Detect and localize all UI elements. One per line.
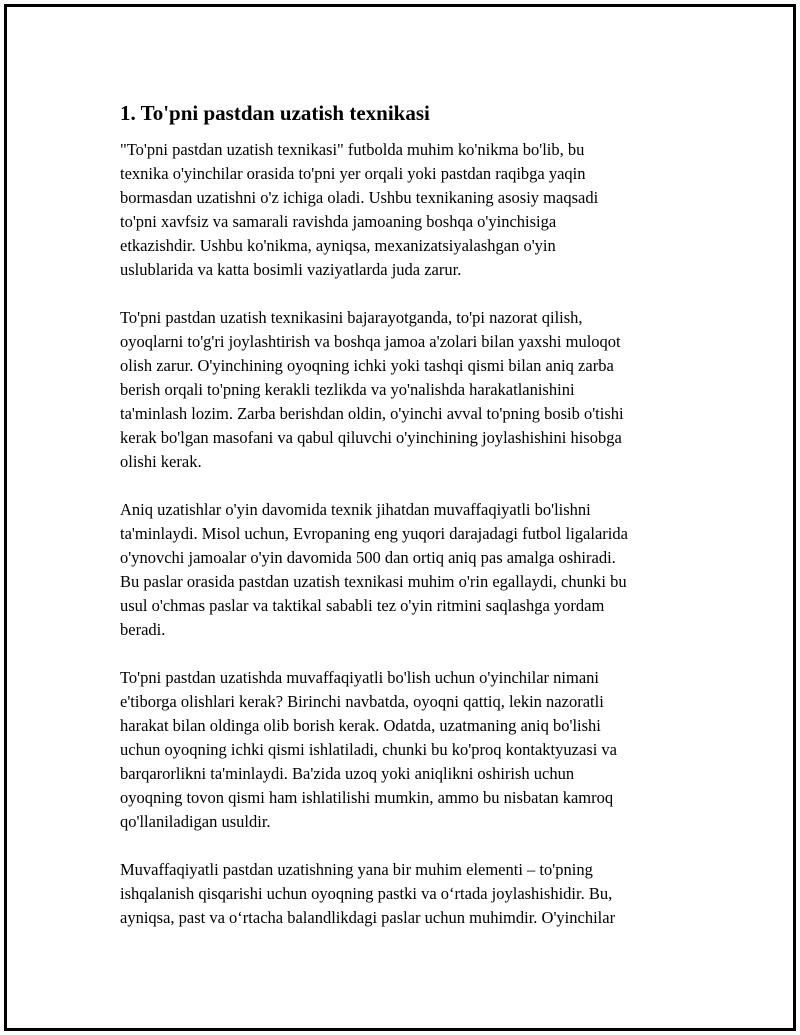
paragraph-3: Aniq uzatishlar o'yin davomida texnik jihatdan muvaffaqiyatli bo'lishni ta'minlaydi. Misol uchun, Evropaning eng yuqori darajadagi futbol ligalarida o'ynovchi jamoalar o'yin davomida 500 dan ortiq aniq pas amalga oshiradi. Bu paslar orasida pastdan uzatish texnikasi muhim o'rin egallaydi, chunki bu usul o'chmas paslar va taktikal sababli tez o'yin ritmini saqlashga yordam beradi.: [120, 500, 628, 639]
paragraph-2: To'pni pastdan uzatish texnikasini bajarayotganda, to'pi nazorat qilish, oyoqlarni to'g'ri joylashtirish va boshqa jamoa a'zolari bilan yaxshi muloqot olish zarur. O'yinchining oyoqning ichki yoki tashqi qismi bilan aniq zarba berish orqali to'pning kerakli tezlikda va yo'nalishda harakatlanishini ta'minlash lozim. Zarba berishdan oldin, o'yinchi avval to'pning bosib o'tishi kerak bo'lgan masofani va qabul qiluvchi o'yinchining joylashishini hisobga olishi kerak.: [120, 308, 624, 471]
section-heading: 1. To'pni pastdan uzatish texnikasi: [120, 101, 430, 125]
paragraph-4: To'pni pastdan uzatishda muvaffaqiyatli bo'lish uchun o'yinchilar nimani e'tiborga olishlari kerak? Birinchi navbatda, oyoqni qattiq, lekin nazoratli harakat bilan oldinga olib borish kerak. Odatda, uzatmaning aniq bo'lishi uchun oyoqning ichki qismi ishlatiladi, chunki bu ko'proq kontaktyuzasi va barqarorlikni ta'minlaydi. Ba'zida uzoq yoki aniqlikni oshirish uchun oyoqning tovon qismi ham ishlatilishi mumkin, ammo bu nisbatan kamroq qo'llaniladigan usuldir.: [120, 668, 617, 831]
document-body: [120, 100, 700, 954]
paragraph-1: "To'pni pastdan uzatish texnikasi" futbolda muhim ko'nikma bo'lib, bu texnika o'yinchilar orasida to'pni yer orqali yoki pastdan raqibga yaqin bormasdan uzatishni o'z ichiga oladi. Ushbu texnikaning asosiy maqsadi to'pni xavfsiz va samarali ravishda jamoaning boshqa o'yinchisiga etkazishdir. Ushbu ko'nikma, ayniqsa, mexanizatsiyalashgan o'yin uslublarida va katta bosimli vaziyatlarda juda zarur.: [120, 140, 599, 279]
page-border: [4, 4, 796, 1031]
paragraph-5: Muvaffaqiyatli pastdan uzatishning yana bir muhim elementi – to'pning ishqalanish qisqarishi uchun oyoqning pastki va o‘rtada joylashishidir. Bu, ayniqsa, past va o‘rtacha balandlikdagi paslar uchun muhimdir. O'yinchilar: [120, 860, 616, 927]
